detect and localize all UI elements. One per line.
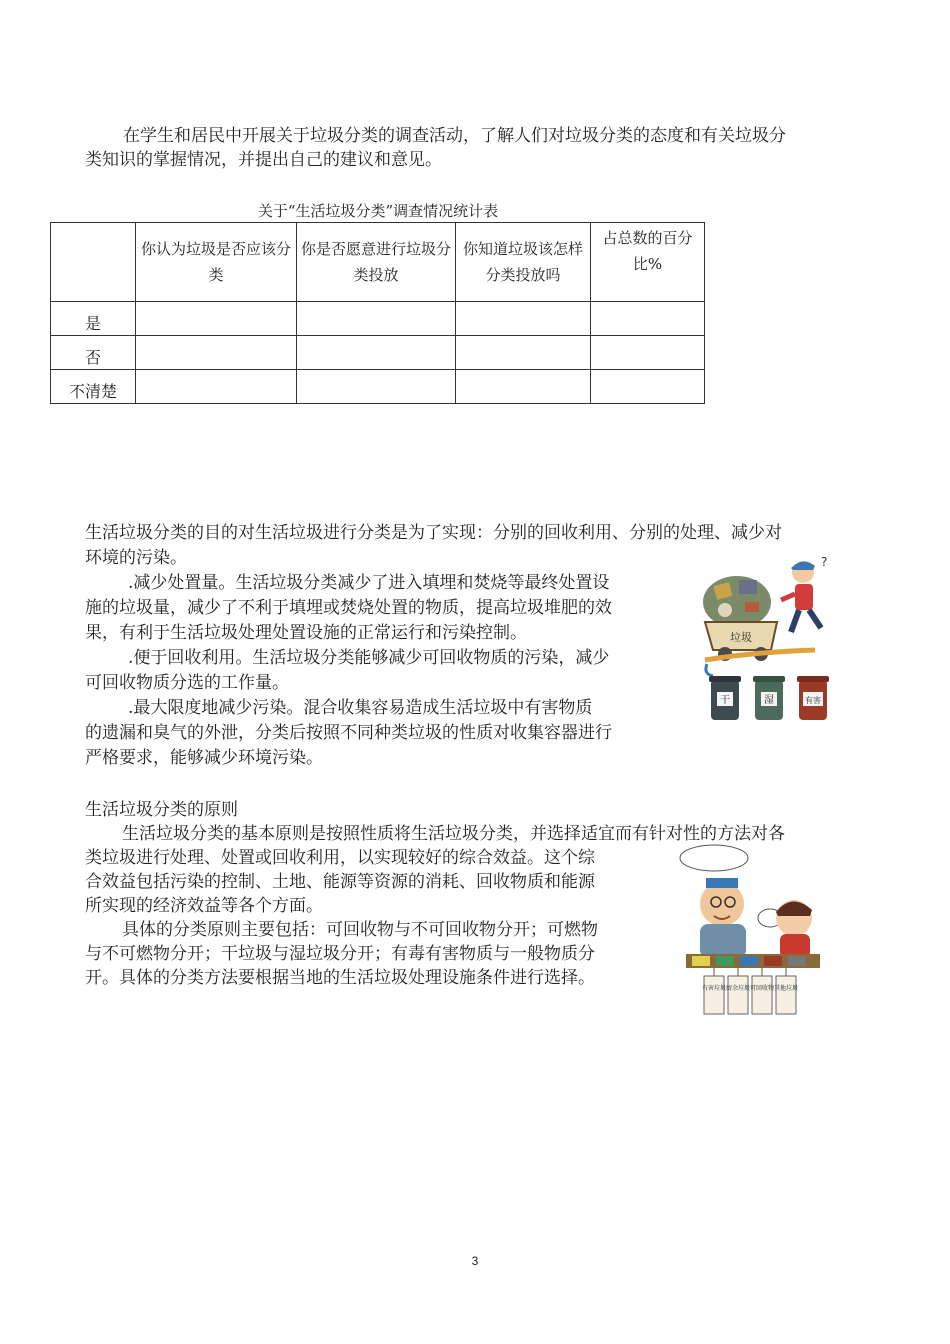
speech-bubble <box>680 845 748 871</box>
svg-text:干: 干 <box>720 695 730 706</box>
table-header-row <box>51 223 705 302</box>
table-cell[interactable] <box>456 336 591 370</box>
principle-line: 类垃圾进行处理、处置或回收利用，以实现较好的综合效益。这个综 <box>85 848 595 868</box>
table-cell[interactable] <box>591 370 705 404</box>
table-header-cell <box>51 223 136 302</box>
survey-table <box>50 222 705 404</box>
page-number: 3 <box>471 1254 479 1268</box>
table-header-cell: 你知道垃圾该怎样分类投放吗 <box>456 223 591 302</box>
bin-hazardous <box>797 676 829 720</box>
intro-paragraph <box>85 124 875 172</box>
table-cell[interactable] <box>136 302 297 336</box>
intro-line-1: 在学生和居民中开展关于垃圾分类的调查活动，了解人们对垃圾分类的态度和有关垃圾分 <box>123 126 786 146</box>
purpose-line: 施的垃圾量，减少了不利于填埋或焚烧处置的物质，提高垃圾堆肥的效 <box>85 598 612 618</box>
row-label: 不清楚 <box>51 370 136 404</box>
purpose-line: .减少处置量。生活垃圾分类减少了进入填埋和焚烧等最终处置设 <box>128 573 610 593</box>
svg-text:可回收物: 可回收物 <box>749 985 775 992</box>
row-label: 是 <box>51 302 136 336</box>
kid-body <box>795 584 813 610</box>
purpose-line: 的遗漏和臭气的外泄，分类后按照不同种类垃圾的性质对收集容器进行 <box>85 723 612 743</box>
svg-text:其他垃圾: 其他垃圾 <box>773 985 799 992</box>
garbage-pile <box>703 576 771 628</box>
bin-tag-other <box>774 968 798 1014</box>
table-header-cell: 占总数的百分比% <box>591 223 705 302</box>
teacher-body <box>700 924 746 958</box>
table-cell[interactable] <box>136 370 297 404</box>
arrow-icon <box>706 664 713 676</box>
table-cell[interactable] <box>456 302 591 336</box>
principle-line: 所实现的经济效益等各个方面。 <box>85 896 323 916</box>
table-cell[interactable] <box>297 336 456 370</box>
bin-tag-kitchen <box>726 968 750 1014</box>
table-row <box>51 302 705 336</box>
table-header-cell: 你是否愿意进行垃圾分类投放 <box>297 223 456 302</box>
table-cell[interactable] <box>591 302 705 336</box>
table-header-cell: 你认为垃圾是否应该分类 <box>136 223 297 302</box>
table-cell[interactable] <box>297 302 456 336</box>
bin-tag-hazardous <box>702 968 726 1014</box>
svg-text:有害垃圾: 有害垃圾 <box>701 985 727 992</box>
purpose-line: 严格要求，能够减少环境污染。 <box>85 748 323 768</box>
table-row <box>51 336 705 370</box>
purpose-line: 可回收物质分选的工作量。 <box>85 673 289 693</box>
table-cell[interactable] <box>297 370 456 404</box>
garbage-cart-illustration <box>695 552 845 730</box>
table-caption: 关于“生活垃圾分类”调查情况统计表 <box>257 202 499 220</box>
row-label: 否 <box>51 336 136 370</box>
table-cell[interactable] <box>591 336 705 370</box>
principle-line: 开。具体的分类方法要根据当地的生活垃圾处理设施条件进行选择。 <box>85 968 595 988</box>
principle-title: 生活垃圾分类的原则 <box>85 800 238 820</box>
svg-text:?: ? <box>821 555 828 569</box>
bin-dry <box>709 676 741 720</box>
purpose-line: 环境的污染。 <box>85 548 187 568</box>
purpose-line: 生活垃圾分类的目的对生活垃圾进行分类是为了实现：分别的回收利用、分别的处理、减少对 <box>85 523 782 543</box>
table-row <box>51 370 705 404</box>
sorting-lesson-illustration <box>676 842 826 1018</box>
table-cell[interactable] <box>136 336 297 370</box>
purpose-line: .最大限度地减少污染。混合收集容易造成生活垃圾中有害物质 <box>128 698 593 718</box>
svg-text:有害: 有害 <box>805 696 821 705</box>
principle-line: 具体的分类原则主要包括：可回收物与不可回收物分开；可燃物 <box>122 920 598 940</box>
principle-line: 合效益包括污染的控制、土地、能源等资源的消耗、回收物质和能源 <box>85 872 595 892</box>
bin-tag-recyclable <box>750 968 774 1014</box>
svg-text:湿: 湿 <box>764 695 774 706</box>
principle-line: 与不可燃物分开；干垃圾与湿垃圾分开；有毒有害物质与一般物质分 <box>85 944 595 964</box>
svg-text:厨余垃圾: 厨余垃圾 <box>725 985 751 992</box>
purpose-line: .便于回收利用。生活垃圾分类能够减少可回收物质的污染，减少 <box>128 648 610 668</box>
bin-wet <box>753 676 785 720</box>
principle-line: 生活垃圾分类的基本原则是按照性质将生活垃圾分类，并选择适宜而有针对性的方法对各 <box>122 824 785 844</box>
table-cell[interactable] <box>456 370 591 404</box>
purpose-line: 果，有利于生活垃圾处理处置设施的正常运行和污染控制。 <box>85 623 527 643</box>
cart-label: 垃圾 <box>730 631 752 644</box>
intro-line-2: 类知识的掌握情况，并提出自己的建议和意见。 <box>85 150 442 170</box>
